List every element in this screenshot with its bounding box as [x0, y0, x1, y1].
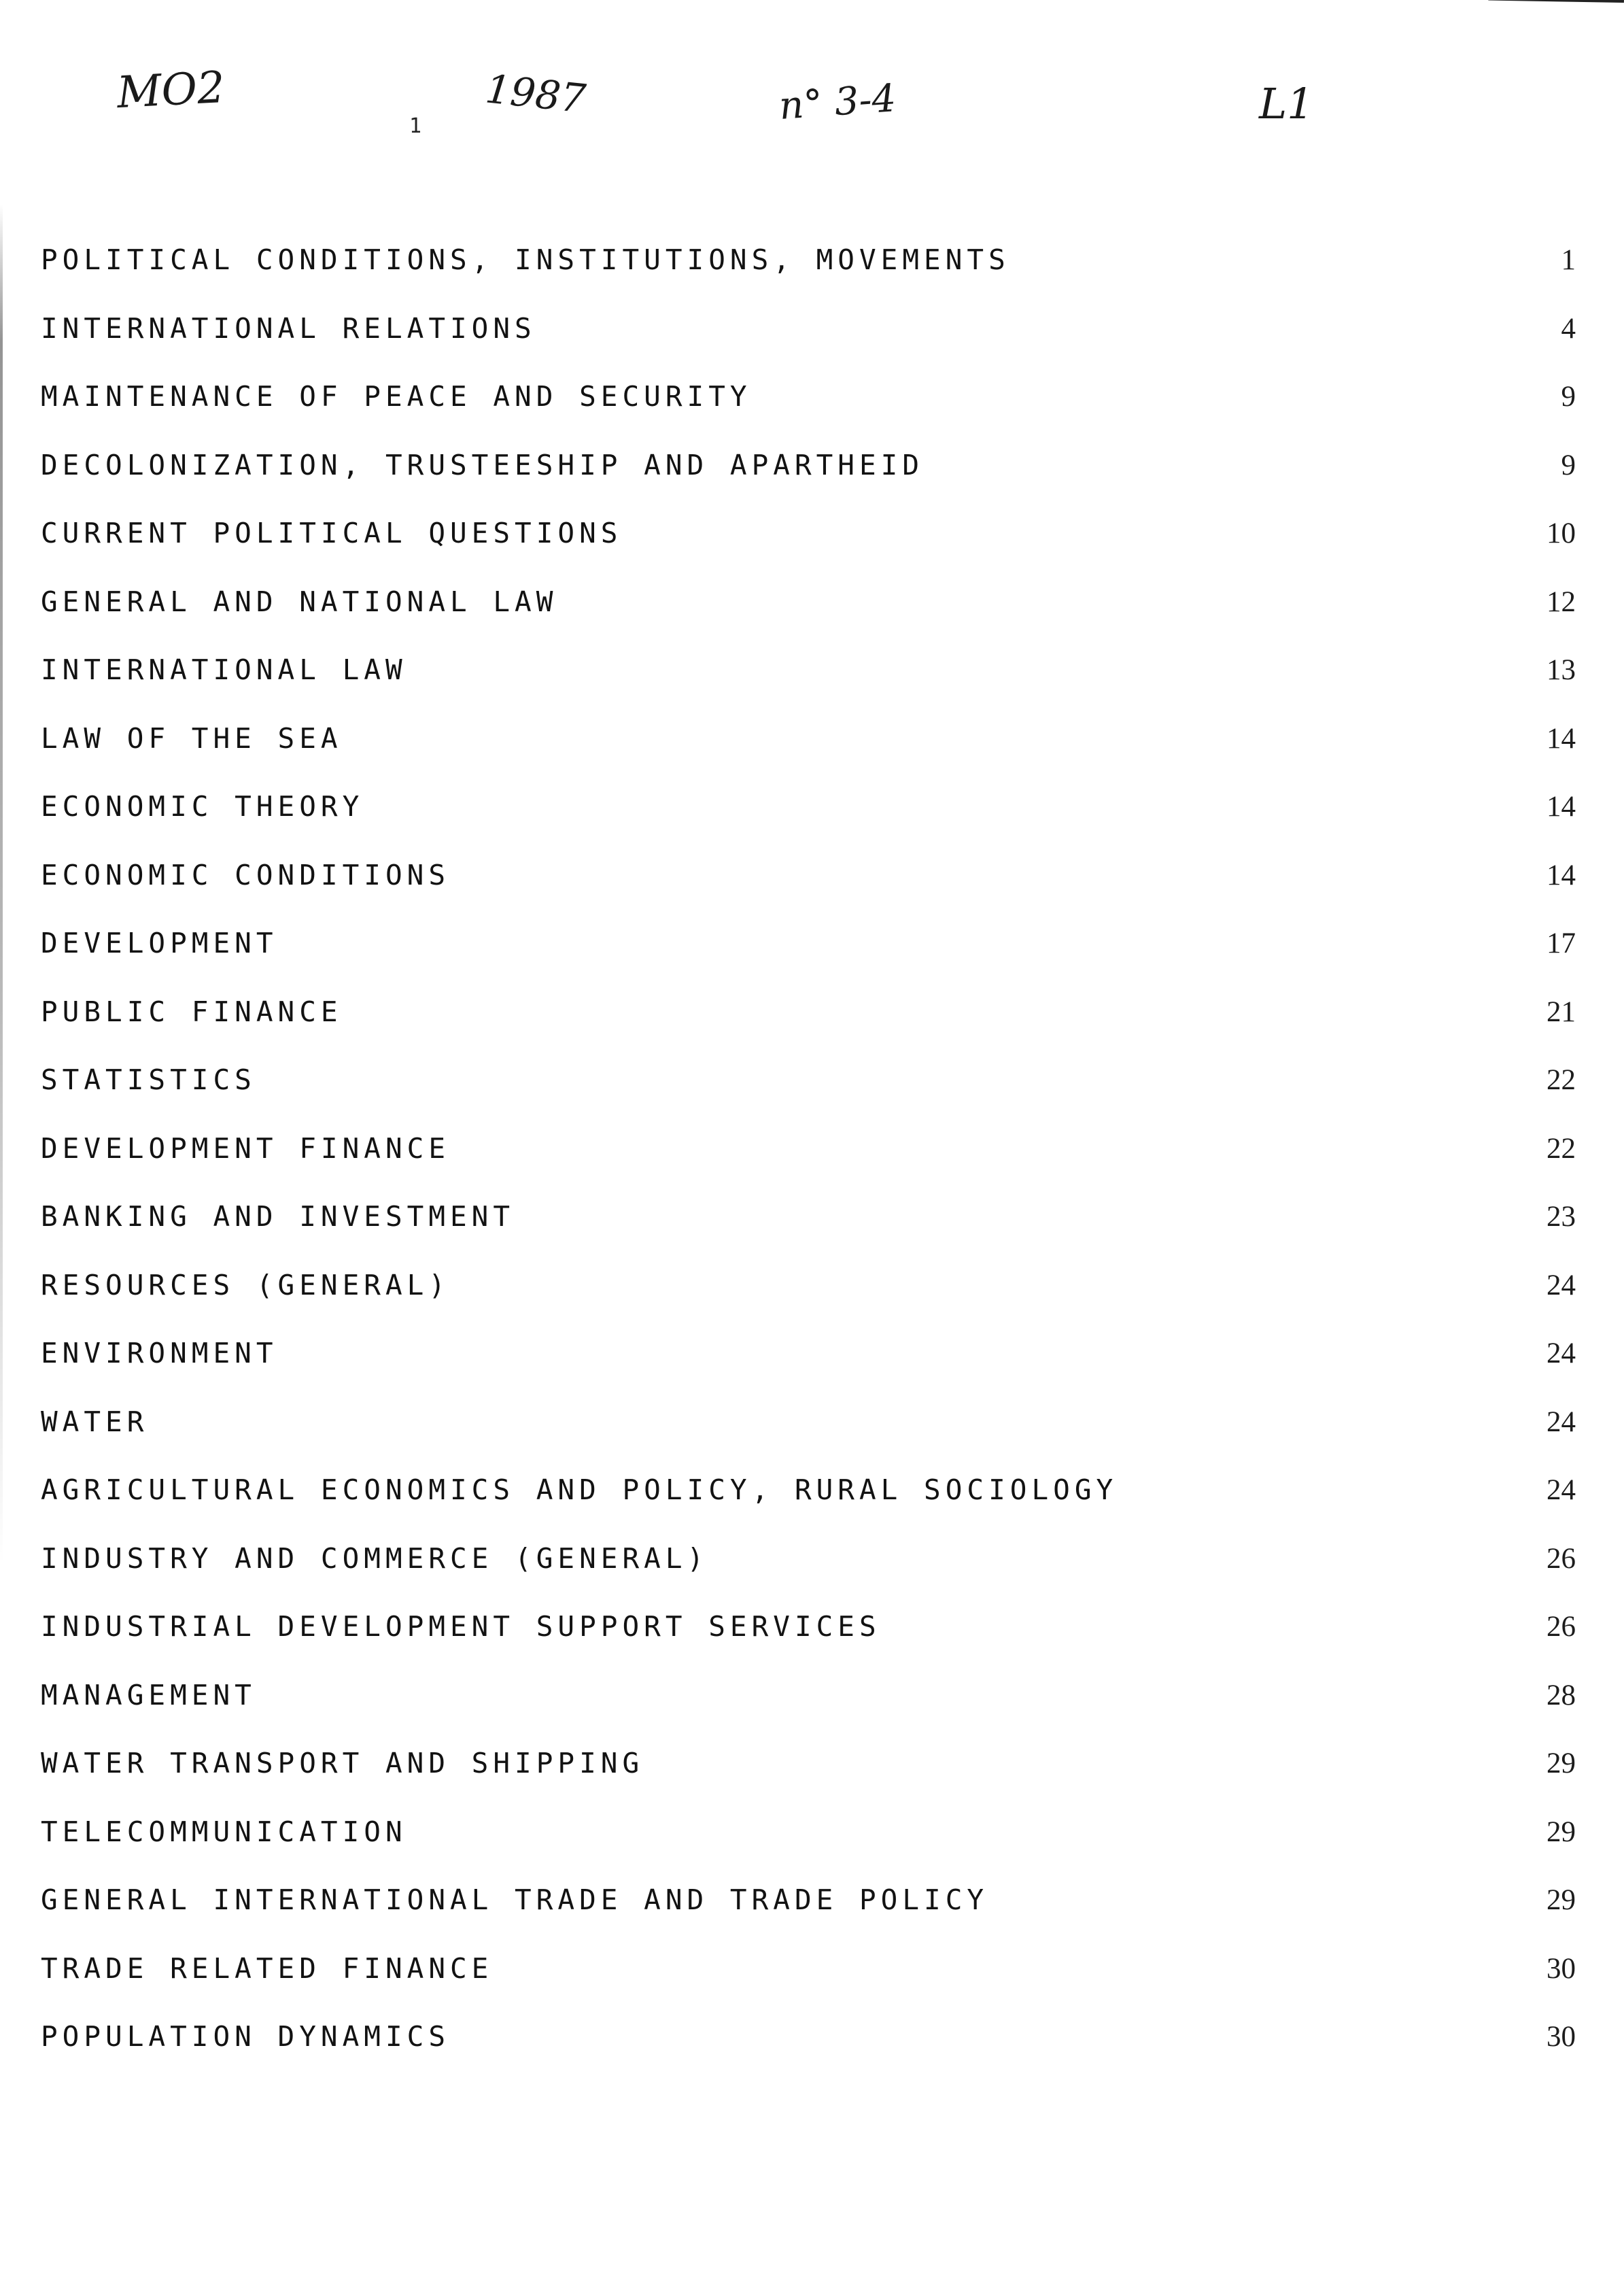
toc-entry	[41, 1128, 1584, 1197]
handwritten-issue-number: n° 3-4	[777, 76, 898, 129]
toc-entry-title: INDUSTRIAL DEVELOPMENT SUPPORT SERVICES	[41, 1610, 881, 1643]
toc-entry-page-number: 14	[1547, 791, 1576, 823]
toc-entry-page-number: 30	[1547, 2021, 1576, 2053]
toc-entry-page-number: 22	[1547, 1132, 1576, 1165]
toc-entry-title: DECOLONIZATION, TRUSTEESHIP AND APARTHEID	[41, 448, 925, 481]
toc-entry-title: MAINTENANCE OF PEACE AND SECURITY	[41, 380, 752, 413]
toc-entry-page-number: 24	[1547, 1269, 1576, 1301]
toc-entry	[41, 1675, 1584, 1743]
toc-entry-page-number: 10	[1547, 517, 1576, 549]
toc-entry-page-number: 24	[1547, 1337, 1576, 1369]
toc-entry-page-number: 29	[1547, 1884, 1576, 1916]
toc-entry	[41, 991, 1584, 1060]
toc-entry	[41, 1469, 1584, 1538]
toc-entry	[41, 1879, 1584, 1948]
toc-entry-title: STATISTICS	[41, 1063, 256, 1096]
toc-entry	[41, 1401, 1584, 1470]
toc-entry-page-number: 30	[1547, 1952, 1576, 1985]
toc-entry	[41, 239, 1584, 308]
toc-entry-page-number: 29	[1547, 1747, 1576, 1779]
scan-corner-mark	[1488, 0, 1624, 12]
toc-entry	[41, 376, 1584, 445]
toc-entry	[41, 1059, 1584, 1128]
toc-entry-title: TRADE RELATED FINANCE	[41, 1951, 494, 1985]
toc-entry	[41, 1811, 1584, 1880]
scan-edge-shadow	[0, 204, 3, 1564]
toc-entry-page-number: 17	[1547, 927, 1576, 959]
toc-entry	[41, 1265, 1584, 1333]
toc-entry-page-number: 24	[1547, 1474, 1576, 1506]
toc-entry-page-number: 9	[1561, 381, 1576, 413]
toc-entry-page-number: 23	[1547, 1201, 1576, 1233]
toc-entry-title: RESOURCES (GENERAL)	[41, 1268, 450, 1301]
toc-entry-title: INDUSTRY AND COMMERCE (GENERAL)	[41, 1541, 709, 1575]
toc-entry	[41, 581, 1584, 650]
toc-entry	[41, 1948, 1584, 2017]
toc-entry-title: GENERAL AND NATIONAL LAW	[41, 585, 558, 618]
toc-entry-title: ENVIRONMENT	[41, 1337, 278, 1369]
toc-entry	[41, 786, 1584, 855]
toc-entry	[41, 513, 1584, 581]
toc-entry-page-number: 21	[1547, 995, 1576, 1028]
toc-entry-page-number: 13	[1547, 654, 1576, 686]
handwritten-code: MO2	[116, 62, 226, 119]
toc-entry	[41, 718, 1584, 787]
handwritten-small-mark: 1	[409, 114, 422, 138]
toc-entry-title: AGRICULTURAL ECONOMICS AND POLICY, RURAL SOCIOLOGY	[41, 1473, 1118, 1506]
toc-entry-title: LAW OF THE SEA	[41, 721, 343, 755]
toc-entry-title: ECONOMIC CONDITIONS	[41, 858, 450, 891]
handwritten-mark: L1	[1259, 79, 1314, 129]
toc-entry-page-number: 1	[1561, 244, 1576, 276]
toc-entry-title: POPULATION DYNAMICS	[41, 2020, 450, 2053]
handwritten-year: 1987	[483, 65, 588, 122]
toc-entry	[41, 2016, 1584, 2085]
toc-entry-title: GENERAL INTERNATIONAL TRADE AND TRADE POLICY	[41, 1883, 989, 1916]
toc-entry	[41, 1743, 1584, 1811]
toc-entry	[41, 308, 1584, 377]
toc-entry-title: DEVELOPMENT FINANCE	[41, 1131, 450, 1165]
toc-entry-title: TELECOMMUNICATION	[41, 1815, 407, 1848]
toc-entry-title: WATER TRANSPORT AND SHIPPING	[41, 1747, 644, 1779]
toc-entry-page-number: 22	[1547, 1064, 1576, 1096]
toc-entry-page-number: 14	[1547, 859, 1576, 891]
toc-entry-page-number: 9	[1561, 449, 1576, 481]
toc-entry-page-number: 12	[1547, 585, 1576, 618]
toc-entry	[41, 855, 1584, 923]
toc-entry-title: INTERNATIONAL RELATIONS	[41, 311, 536, 345]
toc-entry-page-number: 4	[1561, 312, 1576, 345]
toc-entry-title: CURRENT POLITICAL QUESTIONS	[41, 517, 623, 549]
toc-entry-title: INTERNATIONAL LAW	[41, 653, 407, 686]
toc-entry-title: ECONOMIC THEORY	[41, 790, 364, 823]
toc-entry	[41, 923, 1584, 991]
toc-entry-page-number: 14	[1547, 722, 1576, 755]
toc-entry	[41, 649, 1584, 718]
table-of-contents	[41, 239, 1584, 2085]
toc-entry-page-number: 29	[1547, 1815, 1576, 1848]
toc-entry-page-number: 26	[1547, 1611, 1576, 1643]
toc-entry	[41, 445, 1584, 513]
toc-entry-page-number: 28	[1547, 1679, 1576, 1711]
toc-entry-title: BANKING AND INVESTMENT	[41, 1200, 515, 1233]
toc-entry-title: MANAGEMENT	[41, 1678, 256, 1711]
toc-entry	[41, 1538, 1584, 1607]
toc-entry-page-number: 24	[1547, 1405, 1576, 1438]
toc-entry-title: PUBLIC FINANCE	[41, 995, 343, 1028]
toc-entry	[41, 1606, 1584, 1675]
toc-entry-title: POLITICAL CONDITIONS, INSTITUTIONS, MOVEMENTS	[41, 243, 1010, 276]
toc-entry-page-number: 26	[1547, 1542, 1576, 1575]
toc-entry-title: WATER	[41, 1405, 149, 1438]
toc-entry	[41, 1333, 1584, 1401]
toc-entry	[41, 1196, 1584, 1265]
toc-entry-title: DEVELOPMENT	[41, 927, 278, 959]
